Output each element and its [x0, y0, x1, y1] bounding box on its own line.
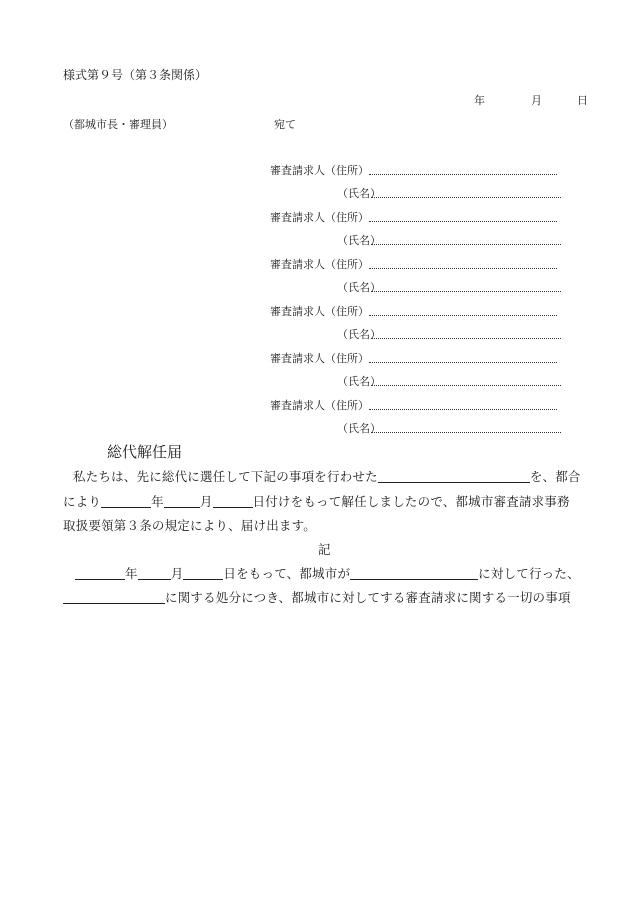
matter-line-2: [63, 588, 571, 606]
requester-address-field[interactable]: [369, 315, 557, 316]
disposition-year-blank[interactable]: [75, 567, 125, 580]
requester-address-field[interactable]: [369, 362, 557, 363]
requester-address-label: 審査請求人（住所）: [270, 352, 369, 365]
requester-address-label: 審査請求人（住所）: [270, 258, 369, 271]
date-day-label: 日: [577, 94, 588, 107]
requester-address-label: 審査請求人（住所）: [270, 399, 369, 412]
requester-name-label: （氏名）: [337, 375, 381, 388]
requester-name-label: （氏名）: [337, 328, 381, 341]
disposition-target-blank[interactable]: [350, 567, 478, 580]
dismissal-year-blank[interactable]: [101, 495, 151, 508]
matter-line-1: [75, 564, 580, 582]
requester-name-label: （氏名）: [337, 187, 381, 200]
requester-address-field[interactable]: [369, 409, 557, 410]
body-text: 取扱要領第３条の規定により、届け出ます。: [63, 518, 317, 533]
matter-text: に関する処分につき、都城市に対してする審査請求に関する一切の事項: [165, 590, 571, 605]
body-text: 年: [151, 494, 164, 509]
requester-name-field[interactable]: [371, 244, 561, 245]
addressee-suffix: 宛て: [274, 118, 296, 131]
requester-address-label: 審査請求人（住所）: [270, 164, 369, 177]
requester-name-field[interactable]: [371, 197, 561, 198]
form-number: 様式第９号（第３条関係）: [63, 68, 208, 82]
dismissal-month-blank[interactable]: [164, 495, 200, 508]
body-text: を、都合: [529, 469, 581, 484]
requester-name-field[interactable]: [371, 432, 561, 433]
date-year-label: 年: [474, 94, 485, 107]
requester-name-field[interactable]: [371, 338, 561, 339]
body-line-2: [63, 492, 570, 510]
ki-heading: 記: [318, 542, 331, 557]
requester-address-label: 審査請求人（住所）: [270, 211, 369, 224]
disposition-month-blank[interactable]: [138, 567, 171, 580]
matter-text: に対して行った、: [478, 566, 580, 581]
requester-name-field[interactable]: [371, 291, 561, 292]
body-text: により: [63, 494, 102, 509]
requester-name-label: （氏名）: [337, 422, 381, 435]
body-line-3: [63, 516, 316, 534]
body-text: 日付けをもって解任しましたので、都城市審査請求事務: [252, 494, 570, 509]
requester-name-label: （氏名）: [337, 234, 381, 247]
requester-address-field[interactable]: [369, 174, 557, 175]
requester-name-label: （氏名）: [337, 281, 381, 294]
body-line-1: [73, 467, 581, 485]
body-text: 月: [199, 494, 213, 509]
representative-name-blank[interactable]: [378, 470, 530, 483]
date-month-label: 月: [531, 94, 542, 107]
disposition-day-blank[interactable]: [183, 567, 223, 580]
document-title: 総代解任届: [107, 443, 183, 461]
dismissal-day-blank[interactable]: [213, 495, 253, 508]
disposition-subject-blank[interactable]: [63, 591, 165, 604]
matter-text: 年: [125, 566, 138, 581]
requester-name-field[interactable]: [371, 385, 561, 386]
requester-address-field[interactable]: [369, 221, 557, 222]
requester-address-field[interactable]: [369, 268, 557, 269]
matter-text: 月: [170, 566, 184, 581]
matter-text: 日をもって、都城市が: [223, 566, 351, 581]
requester-address-label: 審査請求人（住所）: [270, 305, 369, 318]
body-text: 私たちは、先に総代に選任して下記の事項を行わせた: [73, 469, 378, 484]
addressee-name: （都城市長・審理員）: [63, 118, 173, 131]
